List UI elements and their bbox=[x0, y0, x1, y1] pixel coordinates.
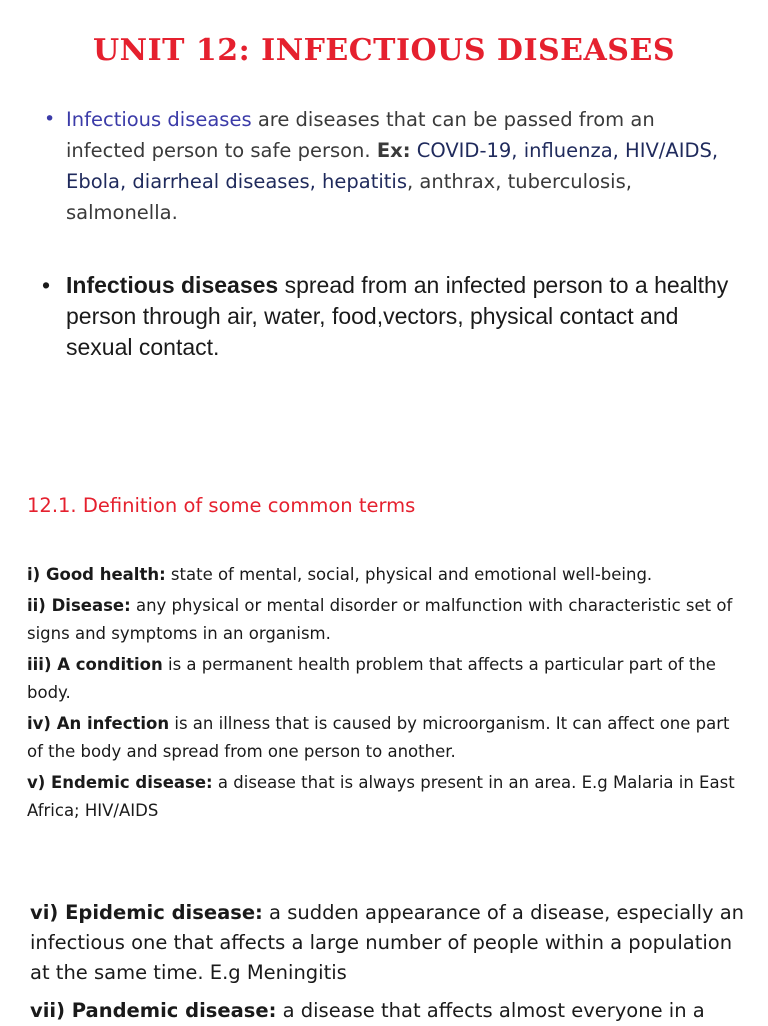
examples-part-2: HIV/AIDS, Ebola, diarrheal diseases, hepatitis bbox=[66, 139, 719, 193]
bullet-infectious-spread bbox=[42, 270, 732, 363]
definition-term: vii) Pandemic disease: bbox=[30, 999, 277, 1022]
section-heading: 12.1. Definition of some common terms bbox=[27, 494, 416, 517]
definition-text: is an illness that is caused by microorganism. It can affect one part of the body and spread from one person to another. bbox=[27, 714, 730, 761]
examples-label: Ex: bbox=[376, 139, 411, 162]
bullet-text bbox=[66, 270, 732, 363]
bullet-infectious-definition bbox=[44, 104, 724, 228]
definition-condition bbox=[27, 651, 749, 707]
bullet-text-part: spread from an infected person to a healthy person through air, water, food,vectors, physical contact and sexual contact. bbox=[66, 272, 729, 360]
definition-term: iv) An infection bbox=[27, 714, 170, 733]
definition-good-health bbox=[27, 561, 749, 589]
definition-endemic bbox=[27, 769, 749, 825]
definition-term: i) Good health: bbox=[27, 565, 166, 584]
definition-term: ii) Disease: bbox=[27, 596, 131, 615]
definition-text: a disease that is always present in an area. E.g Malaria in East Africa; HIV/AIDS bbox=[27, 773, 735, 820]
definition-term: v) Endemic disease: bbox=[27, 773, 213, 792]
definition-text: is a permanent health problem that affects a particular part of the body. bbox=[27, 655, 716, 702]
definition-term: vi) Epidemic disease: bbox=[30, 901, 263, 924]
definition-text: any physical or mental disorder or malfunction with characteristic set of signs and symptoms in an organism. bbox=[27, 596, 733, 643]
bullet-term: Infectious diseases bbox=[66, 108, 252, 131]
bullet-text-part: are diseases that can be passed from an infected person to safe person. bbox=[66, 108, 655, 162]
bullet-term: Infectious diseases bbox=[66, 272, 279, 298]
definition-text: a sudden appearance of a disease, especially an infectious one that affects a large number of people within a population at the same time. E.g Meningitis bbox=[30, 901, 745, 984]
page-title: UNIT 12: INFECTIOUS DISEASES bbox=[93, 33, 675, 68]
examples-part-3: , anthrax, tuberculosis, salmonella. bbox=[66, 170, 632, 224]
definition-text: a disease that affects almost everyone in a bbox=[276, 999, 705, 1022]
definition-epidemic bbox=[30, 898, 745, 988]
definition-text: state of mental, social, physical and emotional well-being. bbox=[165, 565, 653, 584]
bullet-dot-icon: • bbox=[42, 272, 51, 298]
definition-disease bbox=[27, 592, 749, 648]
bullet-text bbox=[66, 104, 724, 228]
bullet-dot-icon: • bbox=[44, 108, 56, 130]
definition-pandemic bbox=[30, 996, 745, 1026]
definition-term: iii) A condition bbox=[27, 655, 163, 674]
definition-infection bbox=[27, 710, 749, 766]
examples-part-1: COVID-19, influenza, bbox=[410, 139, 619, 162]
